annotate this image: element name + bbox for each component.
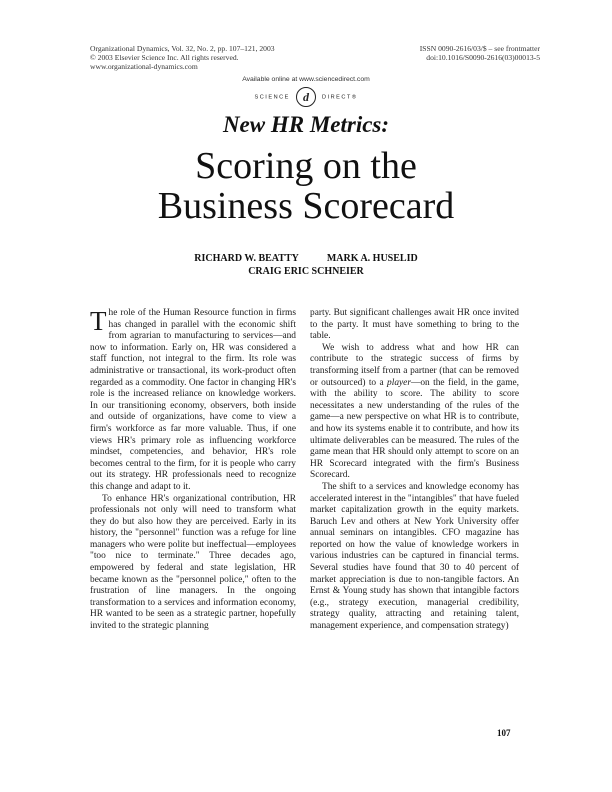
logo-text-left: SCIENCE [254, 94, 290, 101]
issn-line: ISSN 0090-2616/03/$ – see frontmatter [419, 44, 540, 53]
doi-line[interactable]: doi:10.1016/S0090-2616(03)00013-5 [426, 53, 540, 62]
logo-text-right: DIRECT® [322, 94, 358, 101]
author-huselid: MARK A. HUSELID [326, 253, 418, 264]
sciencedirect-logo [0, 87, 612, 107]
drop-cap: T [90, 306, 107, 336]
page-number: 107 [497, 728, 511, 738]
author-beatty: RICHARD W. BEATTY [194, 253, 299, 264]
paragraph: party. But significant challenges await HR once invited to the party. It must have something to bring to the table. [310, 308, 519, 342]
issn-doi-block [340, 44, 540, 62]
paragraph: The shift to a services and knowledge economy has accelerated interest in the "intangibles" that have fueled market capitalization growth in the equity markets. Baruch Lev and others at New York University offer annual seminars on intangibles. CFO magazine has reported on how the value of knowledge workers in various industries can be captured in financial terms. Several studies have found that 30 to 40 percent of market appreciation is due to non-tangible factors. An Ernst & Young study has shown that intangible factors (e.g., strategy execution, managerial credibility, strategy quality, attracting and retaining talent, management experience, and compensation strategy) [310, 481, 519, 632]
paragraph: To enhance HR's organizational contribution, HR professionals not only will need to transform what they do but also how they are perceived. Early in its history, the "personnel" function was a refuge for line managers who were polite but ineffectual—employees "too nice to terminate." Three decades ago, empowered by federal and state legislation, HR became known as the "personnel police," often to the frustration of line managers. In the ongoing transformation to a services and information economy, HR wanted to be seen as a strategic partner, hopefully invited to the strategic planning [90, 493, 296, 632]
paragraph [90, 308, 296, 494]
author-schneier: CRAIG ERIC SCHNEIER [248, 266, 364, 277]
title-line-1: Scoring on the [195, 145, 417, 187]
paragraph-text: We wish to address what and how HR can contribute to the strategic success of firms by transforming itself from a partner (that can be removed or outsourced) to a [310, 342, 519, 388]
citation-line: Organizational Dynamics, Vol. 32, No. 2, pp. 107–121, 2003 [90, 44, 275, 53]
author-row-2 [0, 265, 612, 278]
body-column-right [310, 308, 519, 633]
article-kicker: New HR Metrics: [222, 112, 390, 137]
author-row-1 [0, 252, 612, 265]
paragraph-text: he role of the Human Resource function in firms has changed in parallel with the economic shift from agrarian to manufacturing to services—and now to information. Early on, HR was considered a staff function, not integral to the firm. Its role was administrative or transactional, its work-product often regarded as a commodity. One factor in changing HR's role is the increased reliance on knowledge workers. In our transitioning economy, observers, both inside and outside of organizations, have come to view a firm's workforce as far more valuable. Thus, if one views HR's primary role as influencing workforce mindset, competencies, and behavior, HR's role becomes central to the firm, for it is people who carry out its strategy. HR professionals need to recognize this change and adapt to it. [90, 308, 296, 492]
title-line-2: Business Scorecard [157, 185, 455, 227]
body-column-left [90, 308, 296, 633]
article-title [0, 146, 612, 226]
author-list [0, 252, 612, 278]
availability-note: Available online at www.sciencedirect.com [242, 76, 370, 83]
at-sign-icon: d [296, 87, 316, 107]
copyright-line: © 2003 Elsevier Science Inc. All rights reserved. [90, 53, 239, 62]
emphasis-player: player [387, 377, 411, 388]
journal-url[interactable]: www.organizational-dynamics.com [90, 62, 198, 71]
journal-citation [90, 44, 350, 71]
paragraph [310, 343, 519, 482]
paragraph-text: —on the field, in the game, with the ability to score. The ability to score necessitates a new understanding of the rules of the game—a new perspective on what HR is to contribute, and how its systems enable it to contribute, and how its ultimate deliverables can be measured. The rules of the game mean that HR should only attempt to score on an HR Scorecard integrated with the firm's Business Scorecard. [310, 377, 519, 481]
